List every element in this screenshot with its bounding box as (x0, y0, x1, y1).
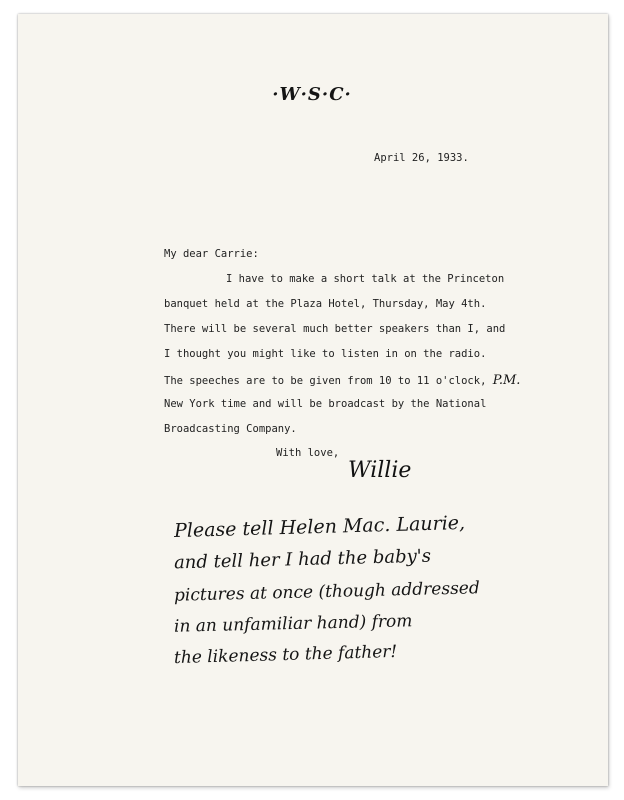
letterhead-monogram: ·W·S·C· (272, 84, 352, 105)
body-line-6: New York time and will be broadcast by the National (164, 398, 487, 410)
body-line-5 (164, 373, 520, 388)
body-line-3: There will be several much better speakers than I, and (164, 323, 506, 335)
signature: Willie (348, 458, 412, 483)
letter-date: April 26, 1933. (374, 152, 469, 164)
postscript-line-1: Please tell Helen Mac. Laurie, (173, 511, 466, 543)
salutation: My dear Carrie: (164, 248, 259, 260)
postscript-line-3: pictures at once (though addressed (173, 578, 480, 606)
postscript-line-2: and tell her I had the baby's (173, 545, 432, 574)
body-line-1: I have to make a short talk at the Princeton (226, 273, 505, 285)
postscript-line-4: in an unfamiliar hand) from (173, 611, 413, 637)
body-line-2: banquet held at the Plaza Hotel, Thursday, May 4th. (164, 298, 487, 310)
body-line-4: I thought you might like to listen in on the radio. (164, 348, 487, 360)
closing: With love, (276, 447, 340, 459)
handwritten-pm-insert: P.M. (492, 373, 521, 388)
body-line-7: Broadcasting Company. (164, 423, 297, 435)
body-line-5-text: The speeches are to be given from 10 to 11 o'clock, (164, 375, 487, 387)
postscript-line-5: the likeness to the father! (173, 641, 398, 669)
